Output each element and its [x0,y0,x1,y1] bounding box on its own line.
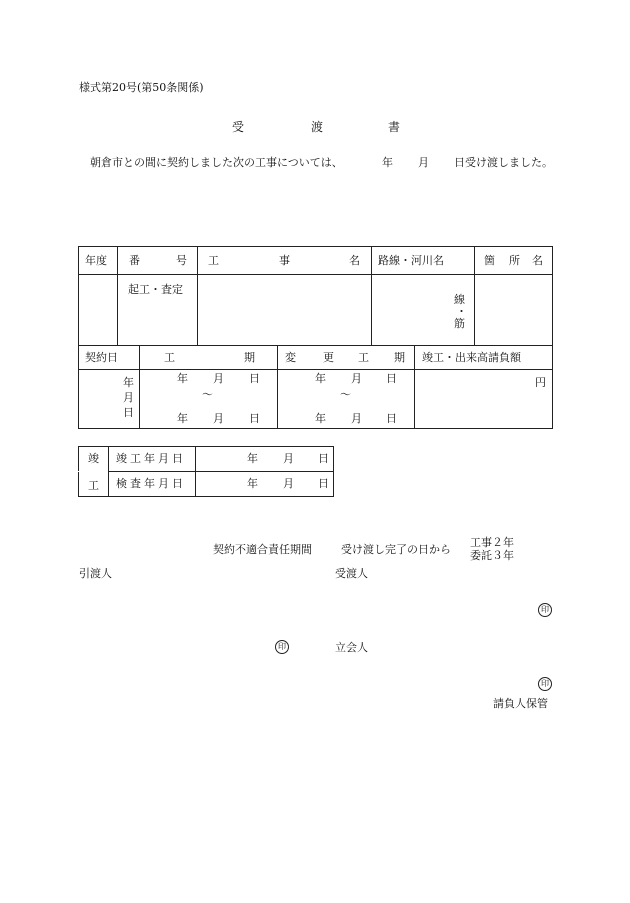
header-change-2: 更 [323,351,334,364]
header-location-2: 所 [509,254,520,267]
title-char-3: 書 [388,120,401,134]
term-start-day: 日 [249,372,260,385]
header-number-1: 番 [129,254,140,267]
contract-day: 日 [123,406,134,419]
completion-side-label-2: 工 [88,479,99,492]
route-suffix-line: 線 [454,293,465,306]
inspection-date-label: 検査年月日 [116,477,186,490]
term-start-month: 月 [213,372,224,385]
header-work-1: 工 [208,254,219,267]
change-start-day: 日 [386,372,397,385]
change-end-year: 年 [315,412,326,425]
intro-text: 朝倉市との間に契約しました次の工事については、 [90,156,343,169]
header-location-3: 名 [532,254,543,267]
deliverer-seal-icon: 印 [275,640,289,654]
term-start-year: 年 [177,372,188,385]
intro-month: 月 [418,156,429,169]
completion-year: 年 [247,452,258,465]
inspection-year: 年 [247,477,258,490]
change-end-day: 日 [386,412,397,425]
header-change-1: 変 [285,351,296,364]
change-range-mark: 〜 [340,388,351,401]
header-contract-date: 契約日 [85,351,118,364]
custody-note: 請負人保管 [493,697,548,710]
intro-day-suffix: 日受け渡しました。 [454,156,553,169]
title-char-2: 渡 [311,120,324,134]
liability-label: 契約不適合責任期間 [213,543,312,556]
term-end-month: 月 [213,412,224,425]
header-work-2: 事 [279,254,290,267]
header-change-4: 期 [394,351,405,364]
header-work-3: 名 [349,254,360,267]
term-end-year: 年 [177,412,188,425]
header-fiscal-year: 年度 [85,254,107,267]
route-suffix-river: 筋 [454,317,465,330]
term-end-day: 日 [249,412,260,425]
liability-period-consign: 委託３年 [470,549,514,562]
term-range-mark: 〜 [202,388,213,401]
receiver-label: 受渡人 [335,567,368,580]
amount-currency: 円 [535,376,546,389]
route-dot: ・ [456,305,467,318]
completion-month: 月 [283,452,294,465]
completion-date-label: 竣工年月日 [116,452,186,465]
deliverer-label: 引渡人 [79,567,112,580]
change-start-month: 月 [351,372,362,385]
header-change-3: 工 [358,351,369,364]
number-note: 起工・査定 [128,283,183,296]
change-start-year: 年 [315,372,326,385]
change-end-month: 月 [351,412,362,425]
receiver-seal-icon: 印 [538,603,552,617]
header-term-1: 工 [164,351,175,364]
header-number-2: 号 [176,254,187,267]
form-number: 様式第20号(第50条関係) [79,81,204,94]
inspection-month: 月 [283,477,294,490]
completion-side-label-1: 竣 [88,452,99,465]
witness-label: 立会人 [335,641,368,654]
title-char-1: 受 [232,120,245,134]
header-amount: 竣工・出来高請負額 [422,351,521,364]
liability-period-works: 工事２年 [470,536,514,549]
header-location-1: 箇 [484,254,495,267]
inspection-day: 日 [318,477,329,490]
contract-month: 月 [123,391,134,404]
header-route: 路線・河川名 [378,254,444,267]
intro-year: 年 [382,156,393,169]
liability-from: 受け渡し完了の日から [341,543,451,556]
witness-seal-icon: 印 [538,677,552,691]
header-term-2: 期 [244,351,255,364]
completion-day: 日 [318,452,329,465]
contract-year: 年 [123,376,134,389]
